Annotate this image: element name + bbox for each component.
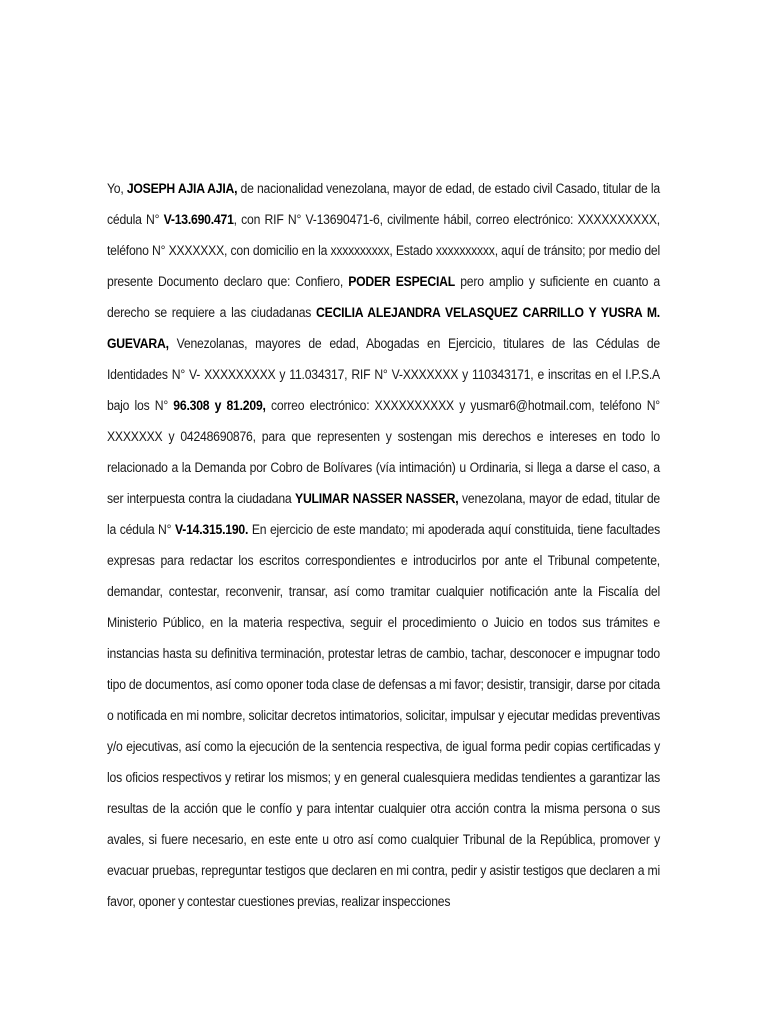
text-run: venezolana, mayor de edad, titular de la cédula N° [107,491,660,538]
bold-text-run: JOSEPH AJIA AJIA, [126,181,238,197]
text-run: de nacionalidad venezolana, mayor de edad, de estado civil Casado, titular de la cédula N° [107,181,660,228]
bold-text-run: YULIMAR NASSER NASSER, [295,491,459,507]
bold-text-run: 96.308 y 81.209, [173,398,266,414]
power-of-attorney-paragraph [107,174,660,918]
text-run: correo electrónico: XXXXXXXXXX y yusmar6@hotmail.com, teléfono N° XXXXXXX y 04248690876, para que representen y sostengan mis derechos e intereses en todo lo relacionado a la Demanda por Cobro de Bolívares (vía intimación) u Ordinaria, si llega a darse el caso, a ser interpuesta contra la ciudadana [107,398,660,507]
text-run: Venezolanas, mayores de edad, Abogadas en Ejercicio, titulares de las Cédulas de Identidades N° V- XXXXXXXXX y 11.034317, RIF N° V-XXXXXXX y 110343171, e inscritas en el I.P.S.A bajo los N° [107,336,660,414]
bold-text-run: V-14.315.190. [174,522,249,538]
text-run: En ejercicio de este mandato; mi apoderada aquí constituida, tiene facultades expresas para redactar los escritos correspondientes e introducirlos por ante el Tribunal competente, demandar, contestar, reconvenir, transar, así como tramitar cualquier notificación ante la Fiscalía del Ministerio Público, en la materia respectiva, seguir el procedimiento o Juicio en todos sus trámites e instancias hasta su definitiva terminación, protestar letras de cambio, tachar, desconocer e impugnar todo tipo de documentos, así como oponer toda clase de defensas a mi favor; desistir, transigir, darse por citada o notificada en mi nombre, solicitar decretos intimatorios, solicitar, impulsar y ejecutar medidas preventivas y/o ejecutivas, así como la ejecución de la sentencia respectiva, de igual forma pedir copias certificadas y los oficios respectivos y retirar los mismos; y en general cualesquiera medidas tendientes a garantizar las resultas de la acción que le confío y para intentar cualquier otra acción contra la misma persona o sus avales, si fuere necesario, en este ente u otro así como cualquier Tribunal de la República, promover y evacuar pruebas, repreguntar testigos que declaren en mi contra, pedir y asistir testigos que declaren a mi favor, oponer y contestar cuestiones previas, realizar inspecciones [107,522,660,910]
bold-text-run: CECILIA ALEJANDRA VELASQUEZ CARRILLO Y YUSRA M. GUEVARA, [107,305,660,352]
text-run: , con RIF N° V-13690471-6, civilmente hábil, correo electrónico: XXXXXXXXXX, teléfono N° XXXXXXX, con domicilio en la xxxxxxxxxx, Estado xxxxxxxxxx, aquí de tránsito; por medio del presente Documento declaro que: Confiero, [107,212,660,290]
bold-text-run: PODER ESPECIAL [348,274,456,290]
text-run: pero amplio y suficiente en cuanto a derecho se requiere a las ciudadanas [107,274,660,321]
text-run: Yo, [107,181,127,197]
bold-text-run: V-13.690.471 [163,212,234,228]
